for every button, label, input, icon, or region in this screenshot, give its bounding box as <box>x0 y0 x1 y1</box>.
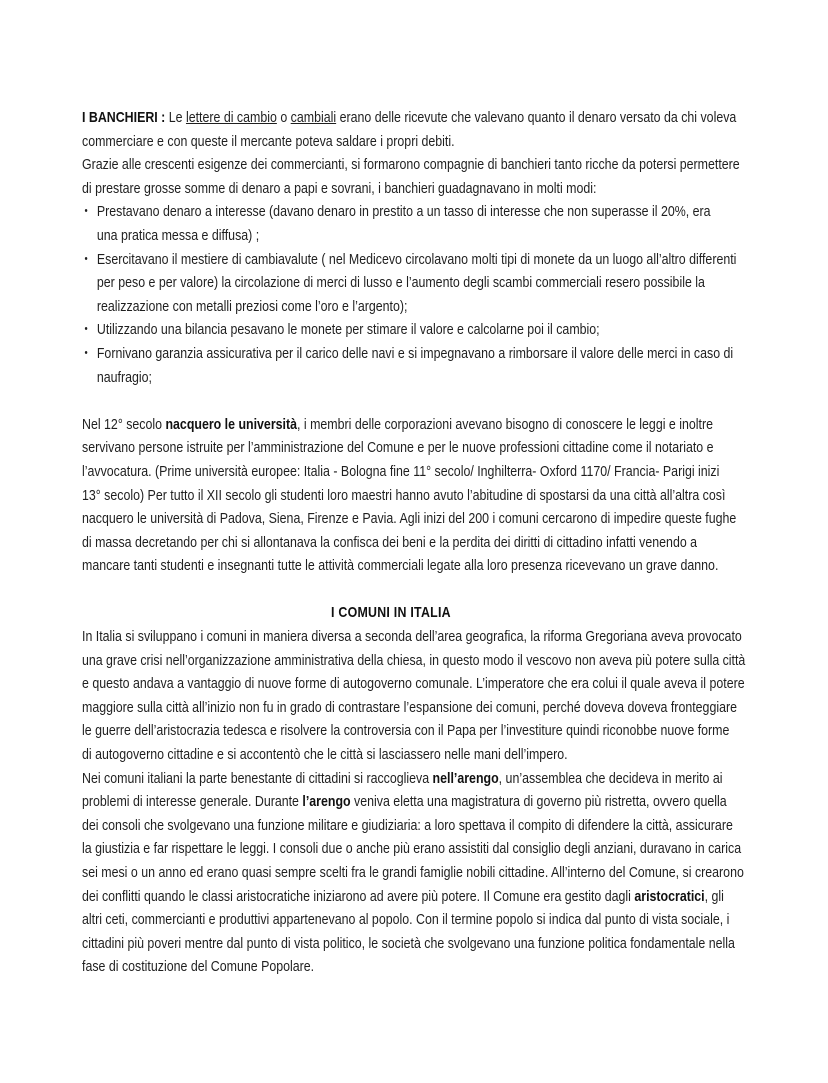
text-line: cittadini più poveri mentre dal punto di vista politico, le società che svolgevano una funzione politica fondamentale nella <box>82 934 735 952</box>
underlined-term-cambiali: cambiali <box>290 109 337 126</box>
text-line: nacquero le università di Padova, Siena, Firenze e Pavia. Agli inizi del 200 i comuni cercarono di impedire queste fughe <box>82 510 737 528</box>
bullet-marker: • <box>84 346 88 359</box>
paragraph <box>82 625 745 767</box>
text-line <box>82 767 745 791</box>
text-line: la giustizia e far rispettare le leggi. I consoli due o anche più erano assistiti dal consiglio degli anziani, duravano in carica <box>82 840 742 858</box>
text-line: fase di costituzione del Comune Popolare. <box>82 958 315 976</box>
text-line: sei mesi o un anno ed erano quasi sempre scelti fra le grandi famiglie nobili cittadine. All’interno del Comune, si crearono <box>82 864 744 881</box>
text-line <box>82 885 745 909</box>
text-line: Prestavano denaro a interesse (davano denaro in prestito a un tasso di interesse che non superasse il 20%, era <box>96 203 711 221</box>
text-line: per peso e per valore) la circolazione di merci di lusso e l’aumento degli scambi commerciali resero possibile la <box>96 274 705 292</box>
text-segment: problemi di interesse generale. Durante <box>82 793 303 811</box>
bullet-item <box>82 318 745 342</box>
text-line <box>82 790 745 814</box>
section-banchieri <box>82 106 745 389</box>
paragraph-spacer <box>82 389 745 413</box>
text-segment: , i membri delle corporazioni avevano bisogno di conoscere le leggi e inoltre <box>297 415 713 433</box>
text-line: realizzazione con metalli preziosi come l’oro e l’argento); <box>96 297 408 315</box>
bold-term-nacquero-le-universita: nacquero le università <box>165 415 298 433</box>
bullet-item <box>82 342 745 389</box>
bullet-marker: • <box>84 205 88 218</box>
paragraph-spacer <box>82 578 745 602</box>
text-line: le guerre dell’aristocrazia tedesca e risolvere la controversia con il Papa per l’investiture quindi riconobbe nuove forme <box>82 722 730 740</box>
text-line: naufragio; <box>96 368 152 386</box>
text-segment: Le <box>165 109 186 126</box>
bold-term-nellarengo: nell’arengo <box>432 769 499 787</box>
bullet-item <box>82 200 745 247</box>
text-line: una grave crisi nell’organizzazione amministrativa della chiesa, in questo modo il vescovo non aveva più potere sulla città <box>82 651 746 669</box>
text-line: una pratica messa e diffusa) ; <box>96 226 260 244</box>
text-line: e questo andava a vantaggio di nuove forme di autogoverno comunale. L’imperatore che era colui il quale aveva il potere <box>82 675 745 693</box>
paragraph <box>82 767 745 979</box>
underlined-term-lettere-di-cambio: lettere di cambio <box>185 109 277 126</box>
text-line <box>82 413 745 437</box>
text-segment: dei conflitti quando le classi aristocratiche iniziarono ad avere più potere. Il Comune era gestito dagli <box>82 887 635 905</box>
text-segment: Nei comuni italiani la parte benestante di cittadini si raccoglieva <box>82 769 433 787</box>
text-segment: veniva eletta una magistratura di governo più ristretta, ovvero quella <box>350 793 727 811</box>
text-line: di autogoverno cittadine e si accontentò che le città si lasciassero nelle mani dell’impero. <box>82 746 568 764</box>
text-line: Grazie alle crescenti esigenze dei commercianti, si formarono compagnie di banchieri tanto ricche da potersi permettere <box>82 156 740 174</box>
section-title-banchieri: I BANCHIERI : <box>82 109 166 126</box>
text-segment: , gli <box>704 887 724 905</box>
text-line <box>82 106 745 130</box>
section-universita <box>82 413 745 578</box>
text-line: Utilizzando una bilancia pesavano le monete per stimare il valore e calcolarne poi il cambio; <box>96 321 600 339</box>
text-line: l’avvocatura. (Prime università europee: Italia - Bologna fine 11° secolo/ Inghilterra- Oxford 1170/ Francia- Parigi inizi <box>82 462 720 480</box>
text-line: In Italia si sviluppano i comuni in maniera diversa a seconda dell’area geografica, la riforma Gregoriana aveva provocato <box>82 628 742 646</box>
text-line: servivano persone istruite per l’amministrazione del Comune e per le nuove professioni cittadine come il notariato e <box>82 439 714 457</box>
text-segment: o <box>276 109 291 126</box>
text-line: Esercitavano il mestiere di cambiavalute ( nel Medicevo circolavano molti tipi di monete da un luogo all’altro differenti <box>96 250 737 268</box>
text-line: dei consoli che svolgevano una funzione militare e giudiziaria: a loro spettava il compito di difendere la città, assicurare <box>82 816 733 834</box>
text-line: di prestare grosse somme di denaro a papi e sovrani, i banchieri guadagnavano in molti modi: <box>82 179 597 197</box>
text-segment: Nel 12° secolo <box>82 415 166 433</box>
text-segment: erano delle ricevute che valevano quanto il denaro versato da chi voleva <box>336 109 737 126</box>
document-body <box>82 106 745 979</box>
section-comuni <box>82 601 745 979</box>
text-line: di massa decretando per chi si allontanava la confisca dei beni e la perdita dei diritti di cittadino infatti venendo a <box>82 533 698 551</box>
bullet-marker: • <box>84 252 88 265</box>
section-heading-comuni: I COMUNI IN ITALIA <box>330 604 451 622</box>
text-line: Fornivano garanzia assicurativa per il carico delle navi e si impegnavano a rimborsare il valore delle merci in caso di <box>96 344 734 362</box>
bold-term-aristocratici: aristocratici <box>634 887 705 905</box>
text-segment: , un’assemblea che decideva in merito ai <box>498 769 723 787</box>
text-line: maggiore sulla città all’inizio non fu in grado di contrastare l’espansione dei comuni, perché doveva doveva fronteggiare <box>82 698 738 716</box>
bullet-marker: • <box>84 323 88 336</box>
text-line: 13° secolo) Per tutto il XII secolo gli studenti loro maestri hanno avuto l’abitudine di spostarsi da una città all’altra così <box>82 486 726 504</box>
text-line: commerciare e con queste il mercante poteva saldare i propri debiti. <box>82 132 455 150</box>
bold-term-larengo: l’arengo <box>302 793 351 811</box>
text-line: mancare tanti studenti e insegnanti tutte le attività commerciali legate alla loro presenza ricevevano un grave danno. <box>82 557 719 575</box>
bullet-item <box>82 248 745 319</box>
text-line: altri ceti, commercianti e produttivi appartenevano al popolo. Con il termine popolo si indica dal punto di vista sociale, i <box>82 911 730 929</box>
